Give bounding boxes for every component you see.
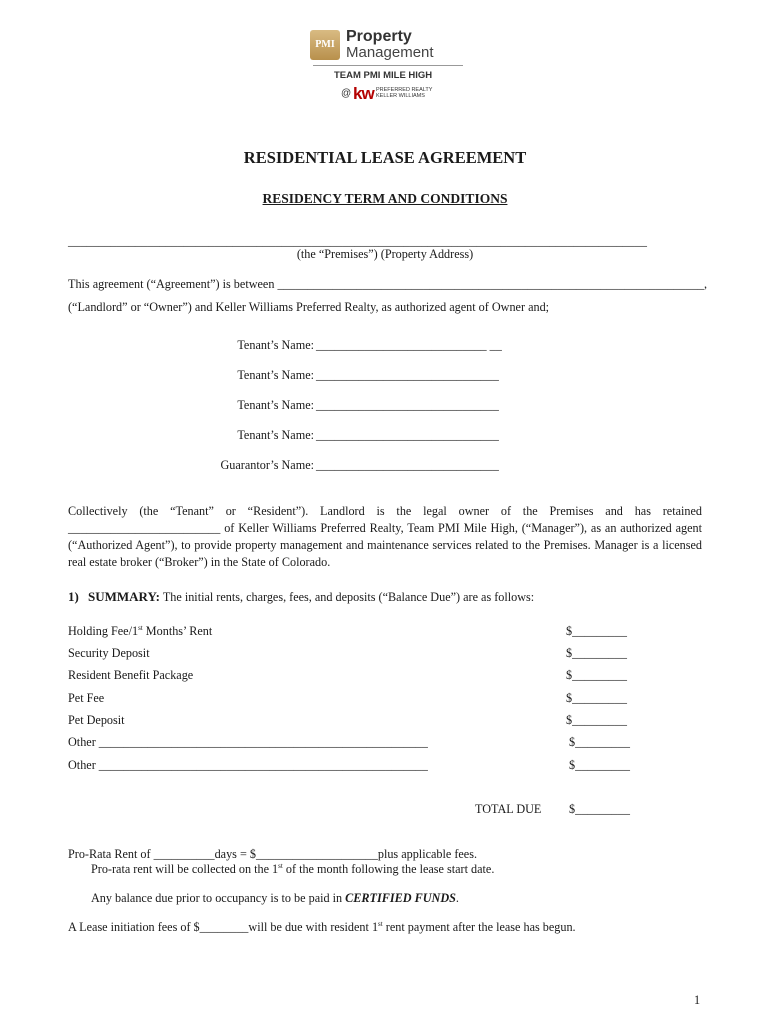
landlord-line: (“Landlord” or “Owner”) and Keller Williams Preferred Realty, as authorized agent of Owner and; bbox=[68, 300, 550, 314]
logo-preferred-realty bbox=[376, 87, 432, 99]
summary-title: SUMMARY: bbox=[87, 589, 160, 604]
fee-amount: $_________ bbox=[566, 624, 627, 638]
page-number: 1 bbox=[694, 993, 701, 1007]
logo-at-sign: @ bbox=[341, 88, 352, 99]
prorata-collected-note: Pro-rata rent will be collected on the 1st of the month following the lease start date. bbox=[91, 862, 495, 877]
document-subtitle: RESIDENCY TERM AND CONDITIONS bbox=[262, 191, 508, 206]
lease-initiation-fee-note: A Lease initiation fees of $________will be due with resident 1st rent payment after the lease has begun. bbox=[68, 920, 576, 935]
agreement-between-line: This agreement (“Agreement”) is between ______________________________________________________________________, bbox=[68, 277, 708, 291]
logo-preferred-line1: PREFERRED REALTY bbox=[376, 87, 433, 93]
fee-amount: $_________ bbox=[566, 713, 627, 727]
summary-text: The initial rents, charges, fees, and deposits (“Balance Due”) are as follows: bbox=[162, 590, 535, 604]
tenant-name-label-2: Tenant’s Name: bbox=[237, 368, 314, 382]
fee-label: Other ______________________________________________________ bbox=[68, 735, 428, 749]
certified-funds-note: Any balance due prior to occupancy is to be paid in CERTIFIED FUNDS. bbox=[91, 891, 459, 905]
tenant-name-label-1: Tenant’s Name: bbox=[237, 338, 314, 352]
pmi-badge-icon: PMI bbox=[310, 30, 340, 60]
guarantor-name-label: Guarantor’s Name: bbox=[220, 458, 314, 472]
fee-label: Security Deposit bbox=[68, 646, 150, 660]
collectively-paragraph: Collectively (the “Tenant” or “Resident”). Landlord is the legal owner of the Premises and has retained _________________________ of Keller Williams Preferred Realty, Team PMI Mile High, (“Manager”), as an authorized agent (“Authorized Agent”), to provide property management and maintenance services related to the Premises. Manager is a licensed real estate broker (“Broker”) in the State of Colorado. bbox=[68, 504, 702, 569]
kw-logo-icon: kw bbox=[353, 84, 374, 103]
fee-amount: $_________ bbox=[566, 668, 627, 682]
total-due-label: TOTAL DUE bbox=[475, 802, 542, 816]
tenant-name-field-3: ______________________________ bbox=[316, 398, 499, 412]
tenant-name-field-2: ______________________________ bbox=[316, 368, 499, 382]
logo-team-name: TEAM PMI MILE HIGH bbox=[334, 70, 433, 81]
summary-heading bbox=[68, 589, 534, 605]
fee-label: Pet Fee bbox=[68, 691, 105, 705]
premises-caption: (the “Premises”) (Property Address) bbox=[296, 247, 474, 261]
tenant-name-field-1: ____________________________ __ bbox=[316, 338, 502, 352]
prorata-line: Pro-Rata Rent of __________days = $____________________plus applicable fees. bbox=[68, 847, 478, 861]
fee-label: Pet Deposit bbox=[68, 713, 125, 727]
logo-preferred-line2: KELLER WILLIAMS bbox=[376, 93, 425, 99]
fee-amount: $_________ bbox=[566, 646, 627, 660]
logo-brand-line2: Management bbox=[346, 44, 434, 61]
fee-label: Other ______________________________________________________ bbox=[68, 758, 428, 772]
fee-amount: $_________ bbox=[569, 735, 630, 749]
premises-address-blank: _______________________________________________________________________________________________ bbox=[68, 234, 647, 248]
fee-amount: $_________ bbox=[569, 758, 630, 772]
fee-amount: $_________ bbox=[566, 691, 627, 705]
tenant-name-field-4: ______________________________ bbox=[316, 428, 499, 442]
fee-label: Holding Fee/1st Months’ Rent bbox=[68, 624, 213, 639]
tenant-name-label-4: Tenant’s Name: bbox=[237, 428, 314, 442]
document-title: RESIDENTIAL LEASE AGREEMENT bbox=[243, 148, 527, 167]
guarantor-name-field: ______________________________ bbox=[316, 458, 499, 472]
fee-label: Resident Benefit Package bbox=[68, 668, 194, 682]
total-due-amount: $_________ bbox=[569, 802, 630, 816]
logo-brand-line1: Property bbox=[346, 28, 412, 45]
logo-divider bbox=[313, 65, 463, 66]
company-logo bbox=[308, 28, 468, 110]
tenant-name-label-3: Tenant’s Name: bbox=[237, 398, 314, 412]
summary-number: 1) bbox=[68, 589, 79, 604]
